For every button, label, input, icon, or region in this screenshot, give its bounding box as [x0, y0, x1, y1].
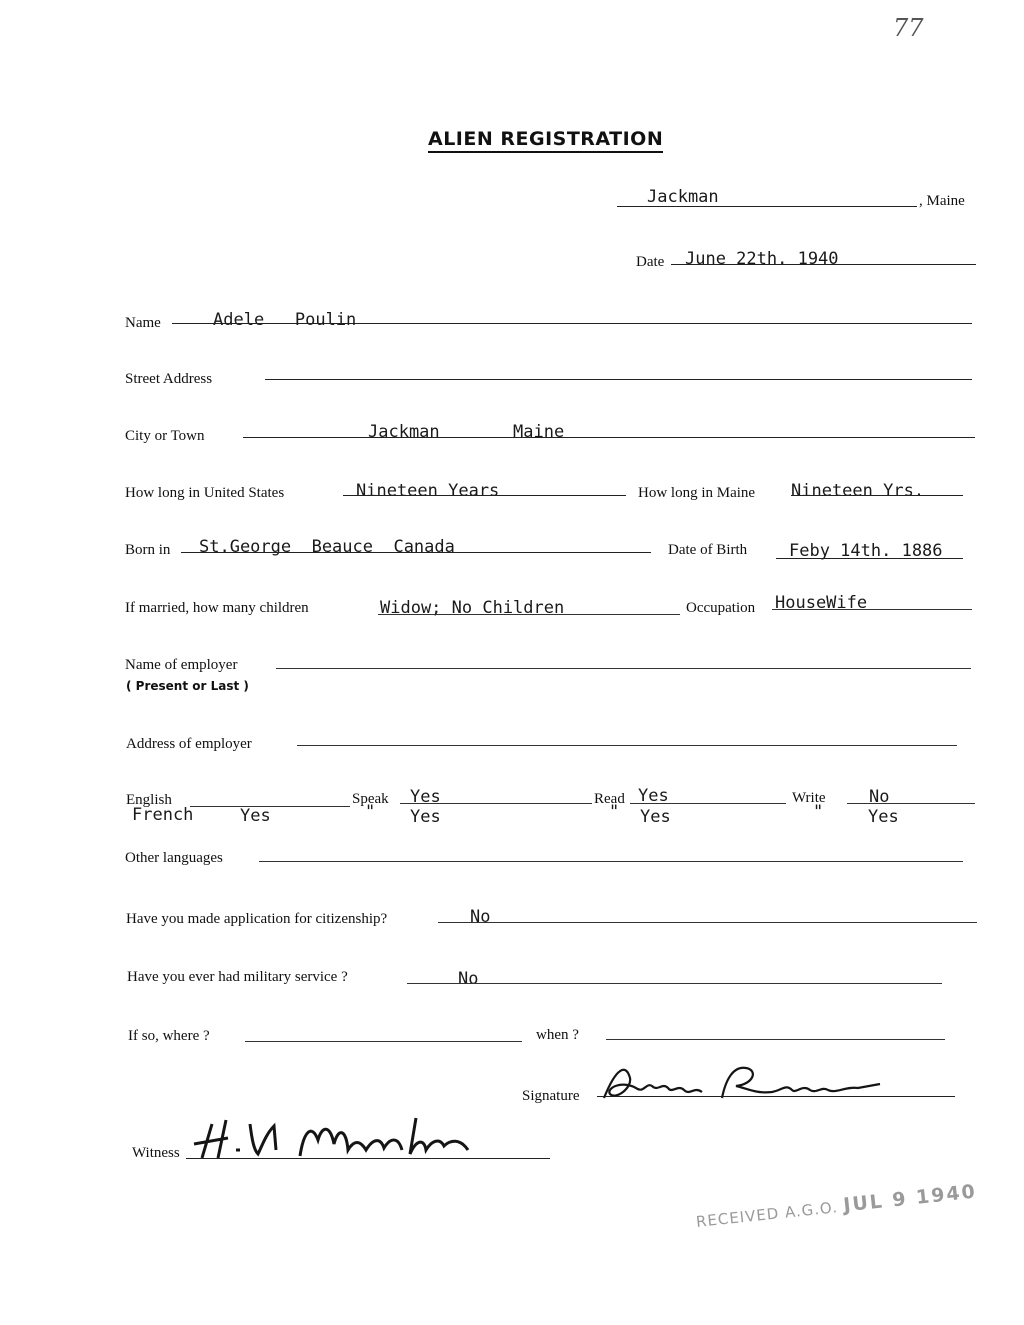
town-value: Jackman	[647, 187, 719, 207]
date-line	[671, 264, 976, 265]
employer-label: Name of employer	[125, 657, 238, 673]
city-label: City or Town	[125, 428, 205, 444]
witness-line	[186, 1158, 550, 1159]
children-line	[378, 614, 680, 615]
received-stamp-date: JUL 9 1940	[842, 1180, 978, 1217]
employer-address-label: Address of employer	[126, 736, 252, 752]
born-in-value: St.George Beauce Canada	[199, 537, 455, 557]
where-line	[245, 1041, 522, 1042]
employer-address-line	[297, 745, 957, 746]
page-number: 77	[893, 14, 924, 42]
french-label: French	[132, 805, 194, 825]
dob-value: Feby 14th. 1886	[789, 541, 943, 561]
signature-line	[597, 1096, 955, 1097]
english-label: English	[126, 792, 172, 808]
born-in-label: Born in	[125, 542, 171, 558]
born-in-line	[181, 552, 651, 553]
citizenship-line	[438, 922, 977, 923]
citizenship-value: No	[470, 907, 491, 927]
received-stamp-text: RECEIVED A.G.O.	[695, 1198, 839, 1231]
witness-signature-image	[188, 1110, 488, 1180]
english-speak-value: Yes	[410, 787, 441, 807]
children-label: If married, how many children	[125, 600, 309, 616]
how-long-maine-line	[791, 495, 963, 496]
name-value: Adele Poulin	[213, 310, 357, 330]
name-label: Name	[125, 315, 161, 331]
write-line	[847, 803, 975, 804]
ditto-read: "	[609, 802, 620, 822]
when-line	[606, 1039, 945, 1040]
occupation-value: HouseWife	[775, 593, 868, 613]
french-speak-value: Yes	[410, 807, 441, 827]
other-languages-label: Other languages	[125, 850, 223, 866]
street-line	[265, 379, 972, 380]
english-read-value: Yes	[638, 786, 669, 806]
write-label: Write	[792, 790, 826, 806]
how-long-us-line	[343, 495, 626, 496]
ditto-speak: "	[365, 802, 376, 822]
military-line	[407, 983, 942, 984]
ditto-write: "	[813, 802, 824, 822]
speak-label: Speak	[352, 791, 389, 807]
how-long-maine-label: How long in Maine	[638, 485, 756, 501]
dob-label: Date of Birth	[668, 542, 748, 558]
when-label: when ?	[536, 1027, 579, 1043]
occupation-line	[772, 609, 972, 610]
date-value: June 22th. 1940	[685, 249, 839, 269]
how-long-us-value: Nineteen Years	[356, 481, 500, 501]
how-long-maine-value: Nineteen Yrs.	[791, 481, 925, 501]
french-value: Yes	[240, 806, 271, 826]
occupation-label: Occupation	[686, 600, 756, 616]
military-value: No	[458, 969, 479, 989]
read-line	[630, 803, 786, 804]
english-write-value: No	[869, 787, 890, 807]
children-value: Widow; No Children	[380, 598, 565, 618]
where-label: If so, where ?	[128, 1028, 210, 1044]
city-line	[243, 437, 975, 438]
city-value: Jackman	[368, 422, 440, 442]
dob-line	[776, 558, 963, 559]
employer-line	[276, 668, 971, 669]
french-read-value: Yes	[640, 807, 671, 827]
how-long-us-label: How long in United States	[125, 485, 285, 501]
signature-label: Signature	[522, 1088, 580, 1104]
military-label: Have you ever had military service ?	[127, 969, 348, 985]
speak-line	[400, 803, 592, 804]
citizenship-label: Have you made application for citizenship?	[126, 911, 388, 927]
state-label: , Maine	[919, 193, 965, 209]
other-languages-line	[259, 861, 963, 862]
read-label: Read	[594, 791, 625, 807]
date-label: Date	[636, 254, 665, 270]
town-line	[617, 206, 917, 207]
employer-sublabel: ( Present or Last )	[126, 679, 249, 693]
signature-image	[596, 1058, 886, 1110]
form-title: ALIEN REGISTRATION	[428, 128, 663, 153]
french-write-value: Yes	[868, 807, 899, 827]
street-label: Street Address	[125, 371, 213, 387]
witness-label: Witness	[132, 1145, 180, 1161]
city-state-value: Maine	[513, 422, 565, 442]
name-line	[172, 323, 972, 324]
received-stamp	[695, 1181, 978, 1232]
